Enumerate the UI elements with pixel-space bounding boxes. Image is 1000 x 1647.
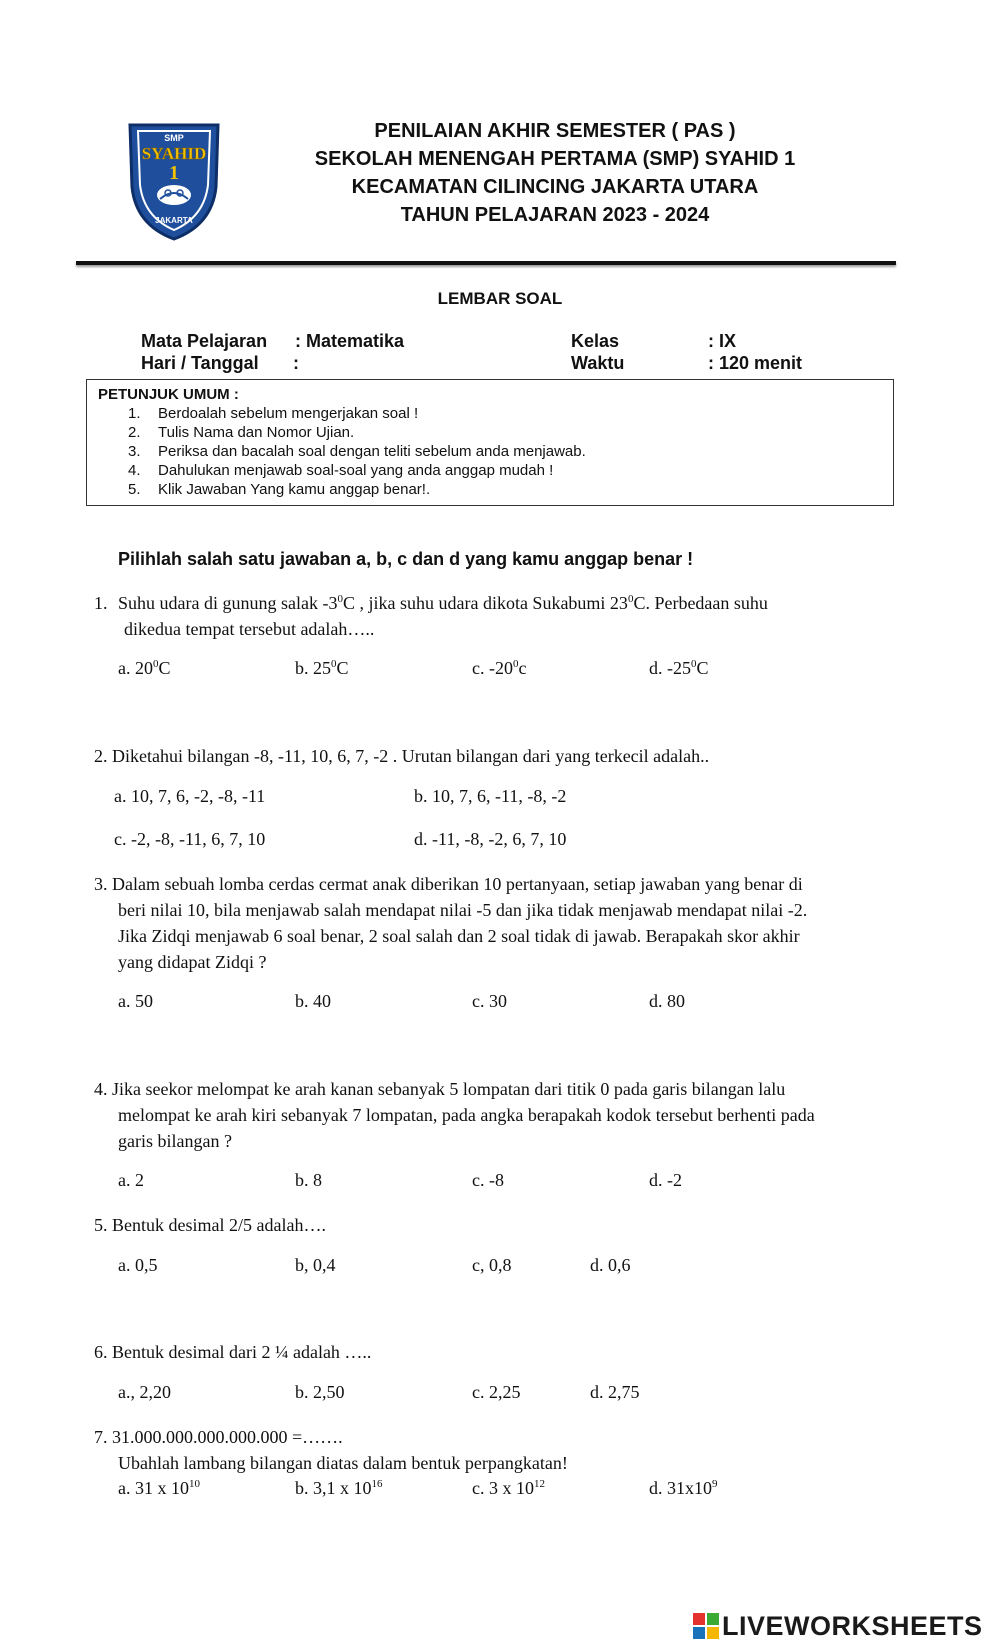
time-label: Waktu — [571, 353, 625, 373]
answer-option-3b[interactable]: b. 40 — [295, 991, 331, 1011]
answer-option-5c[interactable]: c, 0,8 — [472, 1255, 512, 1275]
option-text: C — [696, 658, 709, 678]
answer-option-4b[interactable]: b. 8 — [295, 1170, 322, 1190]
option-text: c. -20 — [472, 658, 513, 678]
day-value: : — [293, 353, 299, 373]
instruction-item — [128, 424, 354, 441]
instruction-item — [128, 481, 430, 498]
question-4-line-3: garis bilangan ? — [118, 1131, 232, 1151]
superscript: 0 — [512, 658, 519, 670]
answer-option-5a[interactable]: a. 0,5 — [118, 1255, 158, 1275]
answer-option-3d[interactable]: d. 80 — [649, 991, 685, 1011]
question-2: 2. Diketahui bilangan -8, -11, 10, 6, 7, -2 . Urutan bilangan dari yang terkecil adalah.. — [94, 746, 710, 766]
time-value: : 120 menit — [708, 353, 803, 373]
answer-option-5b[interactable]: b, 0,4 — [295, 1255, 336, 1275]
question-4: 4. Jika seekor melompat ke arah kanan sebanyak 5 lompatan dari titik 0 pada garis bilangan lalu — [94, 1079, 786, 1099]
question-1-line-2: dikedua tempat tersebut adalah….. — [124, 619, 375, 639]
option-text: a. 31 x 10 — [118, 1478, 189, 1498]
liveworksheets-text: LIVEWORKSHEETS — [722, 1610, 983, 1641]
day-label: Hari / Tanggal — [141, 353, 259, 373]
superscript: 0 — [153, 658, 159, 670]
liveworksheets-watermark — [693, 1611, 983, 1641]
superscript: 16 — [371, 1478, 383, 1490]
answer-option-2b[interactable]: b. 10, 7, 6, -11, -8, -2 — [414, 786, 567, 806]
question-7: 7. 31.000.000.000.000.000 =……. — [94, 1427, 343, 1447]
instruction-number: 1. — [128, 405, 141, 422]
question-7-line-2: Ubahlah lambang bilangan diatas dalam bentuk perpangkatan! — [118, 1453, 568, 1473]
option-text: b. 3,1 x 10 — [295, 1478, 372, 1498]
answer-option-6c[interactable]: c. 2,25 — [472, 1382, 521, 1402]
question-3-line-3: Jika Zidqi menjawab 6 soal benar, 2 soal salah dan 2 soal tidak di jawab. Berapakah skor akhir — [118, 926, 800, 946]
superscript: 0 — [331, 658, 337, 670]
answer-option-7a[interactable] — [118, 1478, 200, 1499]
instructions-title: PETUNJUK UMUM : — [98, 386, 239, 403]
instruction-item — [128, 405, 418, 422]
answer-option-1a[interactable] — [118, 658, 171, 679]
logo-name-text: SYAHID — [141, 144, 207, 163]
option-text: d. -25 — [649, 658, 691, 678]
instruction-text: Klik Jawaban Yang kamu anggap benar!. — [158, 481, 431, 498]
superscript: 0 — [627, 593, 634, 605]
logo-number-text: 1 — [169, 162, 179, 184]
instruction-number: 4. — [128, 462, 141, 479]
question-3-line-2: beri nilai 10, bila menjawab salah mendapat nilai -5 dan jika tidak menjawab mendapat nilai -2. — [118, 900, 808, 920]
superscript: 12 — [534, 1478, 545, 1490]
answer-option-3c[interactable]: c. 30 — [472, 991, 507, 1011]
liveworksheets-logo-icon — [693, 1613, 719, 1639]
answer-option-3a[interactable]: a. 50 — [118, 991, 153, 1011]
header-line-4: TAHUN PELAJARAN 2023 - 2024 — [400, 204, 710, 226]
logo-city-text: JAKARTA — [155, 216, 193, 225]
question-text: Suhu udara di gunung salak -3 — [118, 593, 338, 613]
answer-option-6b[interactable]: b. 2,50 — [295, 1382, 345, 1402]
instruction-text: Periksa dan bacalah soal dengan teliti sebelum anda menjawab. — [158, 443, 586, 460]
header-line-1: PENILAIAN AKHIR SEMESTER ( PAS ) — [374, 120, 736, 142]
choose-instruction: Pilihlah salah satu jawaban a, b, c dan d yang kamu anggap benar ! — [118, 549, 694, 569]
instruction-text: Tulis Nama dan Nomor Ujian. — [158, 424, 355, 441]
answer-option-7d[interactable] — [649, 1478, 718, 1499]
option-text: a. 20 — [118, 658, 153, 678]
instruction-number: 2. — [128, 424, 141, 441]
answer-option-4a[interactable]: a. 2 — [118, 1170, 144, 1190]
option-text: C — [336, 658, 349, 678]
option-text: c — [518, 658, 527, 678]
answer-option-4d[interactable]: d. -2 — [649, 1170, 682, 1190]
question-3: 3. Dalam sebuah lomba cerdas cermat anak diberikan 10 pertanyaan, setiap jawaban yang benar di — [94, 874, 803, 894]
answer-option-5d[interactable]: d. 0,6 — [590, 1255, 631, 1275]
answer-option-1b[interactable] — [295, 658, 349, 679]
instruction-text: Berdoalah sebelum mengerjakan soal ! — [158, 405, 419, 422]
answer-option-2d[interactable]: d. -11, -8, -2, 6, 7, 10 — [414, 829, 567, 849]
superscript: 0 — [337, 593, 343, 605]
answer-option-6d[interactable]: d. 2,75 — [590, 1382, 640, 1402]
instruction-item — [128, 443, 586, 460]
option-text: C — [158, 658, 171, 678]
instruction-text: Dahulukan menjawab soal-soal yang anda anggap mudah ! — [158, 462, 554, 479]
question-4-line-2: melompat ke arah kiri sebanyak 7 lompatan, pada angka berapakah kodok tersebut berhenti pada — [118, 1105, 815, 1125]
question-number: 1. — [94, 593, 108, 613]
header-divider — [76, 261, 896, 265]
question-text: C. Perbedaan suhu — [633, 593, 768, 613]
sheet-title: LEMBAR SOAL — [437, 289, 563, 308]
school-logo — [124, 117, 224, 243]
question-3-line-4: yang didapat Zidqi ? — [118, 952, 267, 972]
option-text: c. 3 x 10 — [472, 1478, 534, 1498]
answer-option-7c[interactable] — [472, 1478, 545, 1499]
instruction-item — [128, 462, 553, 479]
superscript: 9 — [712, 1478, 718, 1490]
class-label: Kelas — [571, 331, 620, 351]
header-line-2: SEKOLAH MENENGAH PERTAMA (SMP) SYAHID 1 — [314, 148, 796, 170]
answer-option-1d[interactable] — [649, 658, 709, 679]
answer-option-1c[interactable] — [472, 658, 526, 679]
subject-label: Mata Pelajaran — [141, 331, 268, 351]
answer-option-6a[interactable]: a., 2,20 — [118, 1382, 171, 1402]
logo-smp-text: SMP — [164, 133, 184, 143]
class-value: : IX — [708, 331, 737, 351]
subject-value: : Matematika — [295, 331, 405, 351]
answer-option-7b[interactable] — [295, 1478, 383, 1499]
question-6: 6. Bentuk desimal dari 2 ¼ adalah ….. — [94, 1342, 372, 1362]
question-5: 5. Bentuk desimal 2/5 adalah…. — [94, 1215, 326, 1235]
question-text: C , jika suhu udara dikota Sukabumi 23 — [342, 593, 628, 613]
superscript: 0 — [691, 658, 697, 670]
instruction-number: 5. — [128, 481, 141, 498]
answer-option-2a[interactable]: a. 10, 7, 6, -2, -8, -11 — [114, 786, 266, 806]
header-line-3: KECAMATAN CILINCING JAKARTA UTARA — [351, 176, 759, 198]
option-text: b. 25 — [295, 658, 331, 678]
question-1 — [94, 590, 768, 616]
answer-option-2c[interactable]: c. -2, -8, -11, 6, 7, 10 — [114, 829, 266, 849]
answer-option-4c[interactable]: c. -8 — [472, 1170, 504, 1190]
superscript: 10 — [189, 1478, 200, 1490]
instruction-number: 3. — [128, 443, 141, 460]
option-text: d. 31x10 — [649, 1478, 712, 1498]
